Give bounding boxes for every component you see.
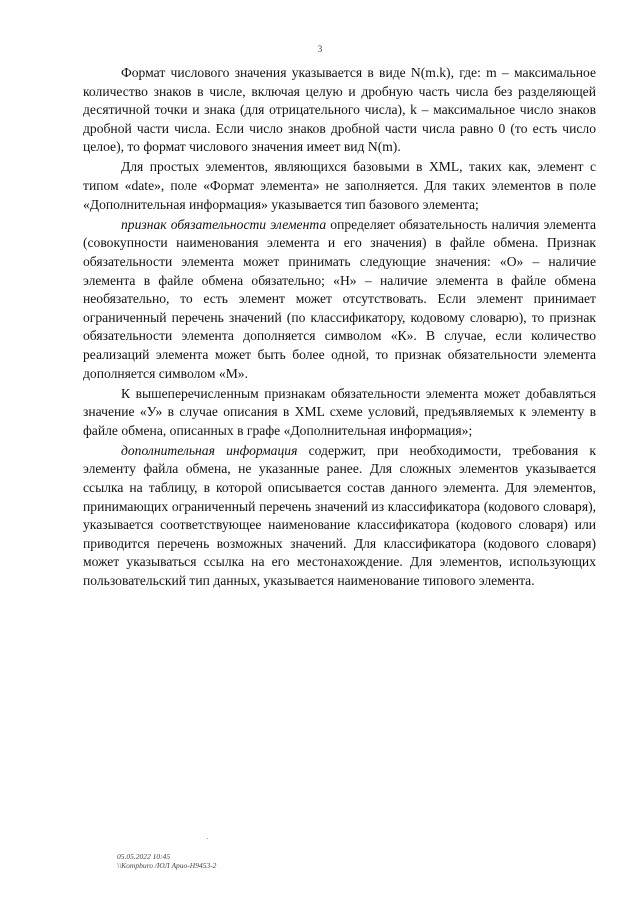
footer-timestamp: 05.05.2022 10:45 — [117, 852, 171, 861]
paragraph-additional-info — [83, 442, 596, 591]
paragraph-additional-flag — [83, 385, 596, 441]
paragraph-text: Для простых элементов, являющихся базовыми в XML, таких как, элемент с типом «date», поле «Формат элемента» не заполняется. Для таких элементов в поле «Дополнительная информация» указывается тип базового элемента; — [83, 159, 596, 212]
scan-artifact — [207, 838, 208, 839]
term-mandatory-flag: признак обязательности элемента — [121, 216, 327, 232]
footer-stamp — [117, 852, 216, 870]
term-additional-info: дополнительная информация — [121, 442, 298, 458]
paragraph-text: Формат числового значения указывается в виде N(m.k), где: m – максимальное количество знаков в числе, включая целую и дробную часть числа без разделяющей десятичной точки и знака (для отрицательного числа), k – максимальное число знаков дробной части числа. Если число знаков дробной части числа равно 0 (то есть число целое), то формат числового значения имеет вид N(m). — [83, 65, 596, 155]
paragraph-mandatory-flag — [83, 216, 596, 383]
paragraph-simple-elements — [83, 158, 596, 214]
page-number: 3 — [317, 44, 323, 54]
paragraph-text: определяет обязательность наличия элемента (совокупности наименования элемента и его значения) в файле обмена. Признак обязательности элемента может принимать следующие значения: «О» – наличие элемента в файле обмена обязательно; «Н» – наличие элемента в файле обмена необязательно, то есть элемент может отсутствовать. Если элемент принимает ограниченный перечень значений (по классификатору, кодовому словарю), то признак обязательности элемента дополняется символом «К». В случае, если количество реализаций элемента может быть более одной, то признак обязательности элемента дополняется символом «М». — [83, 216, 596, 381]
paragraph-text: содержит, при необходимости, требования к элементу файла обмена, не указанные ранее. Для сложных элементов указывается ссылка на таблицу, в которой описывается состав данного элемента. Для элементов, принимающих ограниченный перечень значений из классификатора (кодового словаря), указывается соответствующее наименование классификатора (кодового словаря) или приводится перечень возможных значений. Для классификатора (кодового словаря) может указываться ссылка на его местонахождение. Для элементов, использующих пользовательский тип данных, указывается наименование типового элемента. — [83, 442, 597, 589]
footer-path: \\Kompburo /ЮЛ Арио-Н9453-2 — [117, 861, 217, 870]
paragraph-text: К вышеперечисленным признакам обязательности элемента может добавляться значение «У» в случае описания в XML схеме условий, предъявляемых к элементу в файле обмена, описанных в графе «Дополнительная информация»; — [83, 385, 596, 438]
paragraph-number-format — [83, 64, 596, 157]
document-body — [83, 64, 596, 592]
